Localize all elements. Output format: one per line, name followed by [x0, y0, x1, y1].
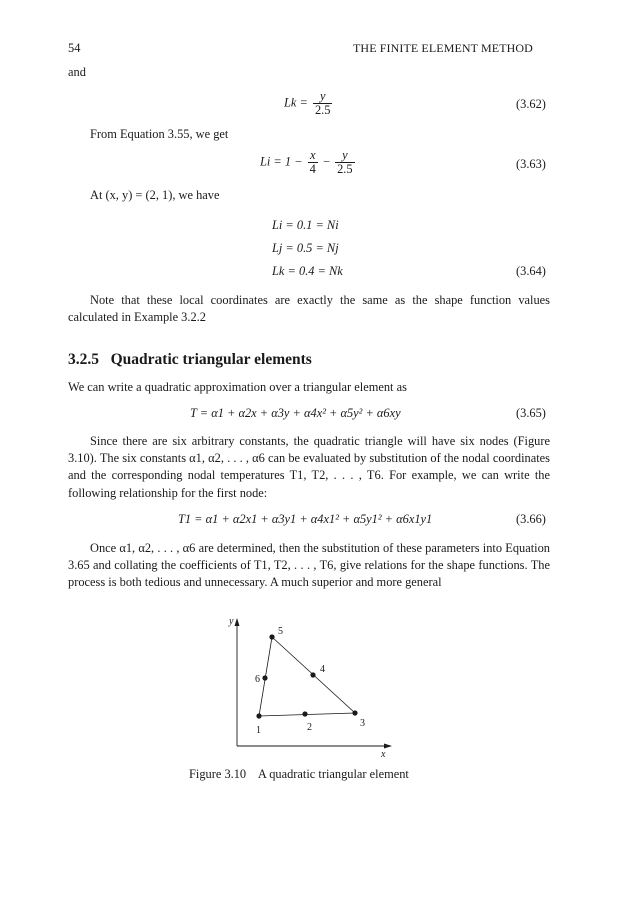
note-paragraph: Note that these local coordinates are exactly the same as the shape function values calculated in Example 3.2.2	[68, 293, 550, 325]
node-label-5: 5	[278, 626, 283, 637]
section-number: 3.2.5	[68, 351, 99, 368]
eq364-line3: Lk = 0.4 = Nk	[272, 264, 343, 278]
node-4	[310, 672, 315, 677]
equation-3-63	[260, 149, 357, 176]
axis-x-label: x	[381, 749, 386, 760]
section-title: Quadratic triangular elements	[110, 351, 312, 368]
eq365-text: T = α1 + α2x + α3y + α4x² + α5y² + α6xy	[190, 406, 401, 420]
text-from-eq: From Equation 3.55, we get	[90, 127, 229, 141]
node-label-6: 6	[255, 674, 260, 685]
node-label-3: 3	[360, 718, 365, 729]
eq362-lhs: Lk =	[284, 95, 308, 110]
eq363-num1: x	[310, 148, 316, 162]
eq363-label: (3.63)	[516, 157, 546, 171]
node-label-4: 4	[320, 664, 325, 675]
node-label-1: 1	[256, 725, 261, 736]
figure-caption: Figure 3.10 A quadratic triangular element	[189, 767, 409, 781]
eq365-label: (3.65)	[516, 406, 546, 420]
intro-text: We can write a quadratic approximation over a triangular element as	[68, 380, 407, 394]
node-5	[269, 634, 274, 639]
node-label-2: 2	[307, 722, 312, 733]
eq363-lhs: Li = 1 −	[260, 154, 303, 169]
paragraph-six-nodes: Since there are six arbitrary constants, the quadratic triangle will have six nodes (Figure 3.10). The six constants α1, α2, . . . , α6 can be evaluated by substitution of the nodal coordinates and the corresponding nodal temperatures T1, T2, . . . , T6. For example, we can write the following relationship for the first node:	[68, 434, 550, 500]
x-axis-arrow-icon	[384, 744, 392, 749]
eq362-label: (3.62)	[516, 97, 546, 111]
eq364-label: (3.64)	[516, 264, 546, 278]
eq364-line2: Lj = 0.5 = Nj	[272, 241, 339, 255]
y-axis-arrow-icon	[235, 618, 240, 626]
paragraph-once-determined: Once α1, α2, . . . , α6 are determined, then the substitution of these parameters into Equation 3.65 and collating the coefficients of T1, T2, . . . , T6, give relations for the shape functions. The process is both tedious and unnecessary. A much superior and more general	[68, 541, 550, 590]
eq363-num2: y	[342, 148, 348, 162]
axis-y-label: y	[229, 616, 234, 627]
text-and: and	[68, 65, 86, 79]
section-heading	[68, 351, 312, 369]
eq362-den: 2.5	[314, 103, 331, 117]
triangle-edges	[259, 637, 355, 716]
equation-3-62	[284, 90, 334, 117]
eq363-den1: 4	[309, 162, 316, 176]
node-6	[262, 675, 267, 680]
eq363-mid: −	[322, 154, 330, 169]
eq363-den2: 2.5	[337, 162, 353, 176]
eq366-text: T1 = α1 + α2x1 + α3y1 + α4x1² + α5y1² + α6x1y1	[178, 512, 433, 526]
eq366-label: (3.66)	[516, 512, 546, 526]
page-number: 54	[68, 41, 81, 55]
node-2	[302, 711, 307, 716]
eq364-line1: Li = 0.1 = Ni	[272, 218, 339, 232]
running-title: THE FINITE ELEMENT METHOD	[353, 41, 533, 55]
node-3	[352, 710, 357, 715]
eq362-num: y	[319, 89, 326, 103]
text-at-point: At (x, y) = (2, 1), we have	[90, 188, 220, 202]
node-1	[256, 713, 261, 718]
